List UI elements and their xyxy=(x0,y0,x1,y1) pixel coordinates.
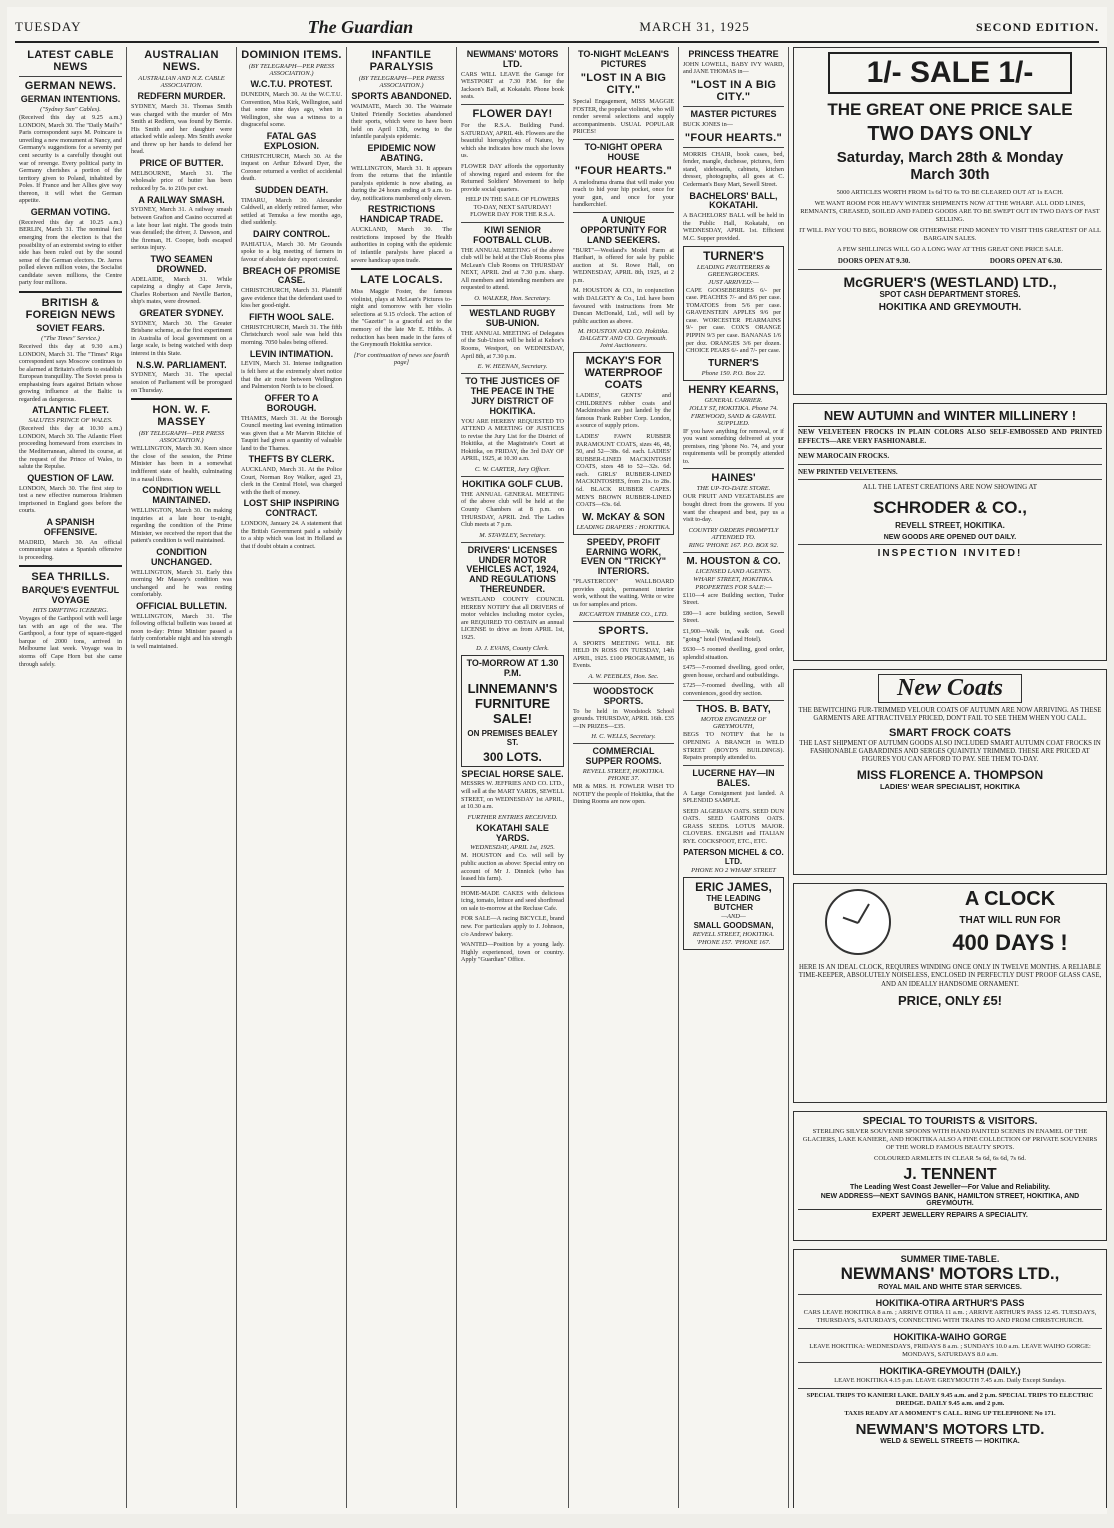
ad-body: "PLASTERCON" WALLBOARD provides quick, permanent interior work, without the waiting. Write or wire us for samples and prices. xyxy=(573,578,674,608)
ad-time: TO-MORROW AT 1.30 P.M. xyxy=(466,657,559,678)
article-body: THAMES, March 31. At the Borough Council meeting last evening intimation was given that a Mr Marvin Ritchie of Taupiri had given a quantity of valuable land to the Thames. xyxy=(241,414,342,452)
section-source: AUSTRALIAN AND N.Z. CABLE ASSOCIATION. xyxy=(138,75,225,90)
ad-phone: 'PHONE 157. 'PHONE 167. xyxy=(696,939,771,947)
ad-body: MR & MRS. H. FOWLER WISH TO NOTIFY the people of Hokitika, that the Dining Rooms are now open. xyxy=(573,783,674,806)
store-name: MISS FLORENCE A. THOMPSON xyxy=(856,768,1044,783)
ad-title: BACHELORS' BALL, KOKATAHI. xyxy=(689,190,778,211)
article-title: FATAL GAS EXPLOSION. xyxy=(263,130,319,151)
article-title: A RAILWAY SMASH. xyxy=(138,194,225,205)
article-source: ("The Times" Service.) xyxy=(41,334,100,342)
ad-body: A SPORTS MEETING WILL BE HELD IN ROSS ON TUESDAY, 14th APRIL, 1925. £100 PROGRAMME, 16 Events. xyxy=(573,639,674,670)
ad-subtitle: ROYAL MAIL AND WHITE STAR SERVICES. xyxy=(878,1284,1022,1291)
article-body: Received this day at 9.30 a.m.) LONDON, March 31. The "Times" Riga correspondent says Moscow continues to be alarmed at Britain's efforts to establish European tranquillity. The Soviet press is emphasising fears against Britain whose growing influence at the Baltic is regarded as dangerous. xyxy=(19,342,122,403)
section-subheading: GERMAN NEWS. xyxy=(24,80,117,93)
ad-title: SPECIAL HORSE SALE. xyxy=(461,768,564,779)
ad-title: KIWI SENIOR FOOTBALL CLUB. xyxy=(473,224,552,245)
ad-subtitle: MOTOR ENGINEER OF GREYMOUTH, xyxy=(700,716,767,731)
ad-signature: C. W. CARTER, Jury Officer. xyxy=(474,466,551,473)
clock-icon xyxy=(825,889,891,955)
ad-phone: RING 'PHONE 167. P.O. BOX 92. xyxy=(688,541,779,549)
taxi-note: TAXIS READY AT A MOMENT'S CALL. RING UP TELEPHONE No 171. xyxy=(844,1410,1056,1418)
article-body: LONDON, March 30. The first step to test a new effective numerous Irishmen imprisoned in England goes before the courts. xyxy=(19,484,122,515)
ad-location: ON PREMISES BEALEY ST. xyxy=(467,728,558,747)
ad-title: PRINCESS THEATRE xyxy=(688,49,779,59)
article-title: GERMAN INTENTIONS. xyxy=(20,94,121,105)
column-notices xyxy=(457,47,569,1508)
ad-subtitle: GENERAL CARRIER. xyxy=(704,396,763,404)
ad-signature: H. C. WELLS, Secretary. xyxy=(591,733,656,741)
article-title: W.C.T.U. PROTEST. xyxy=(250,79,333,90)
column-entertainment xyxy=(569,47,679,1508)
article-title: REDFERN MURDER. xyxy=(137,91,226,102)
ad-lots: 300 LOTS. xyxy=(483,749,542,764)
continuation-note: [For continuation of news see fourth page] xyxy=(353,351,450,366)
film-title: "LOST IN A BIG CITY." xyxy=(690,79,777,104)
ad-body: A melodrama drama that will make you reach to hid your hip pocket, once for your gun, and once for your handkerchief. xyxy=(573,178,674,209)
ad-title: LUCERNE HAY—IN BALES. xyxy=(692,767,775,788)
ad-body: ALL THE LATEST CREATIONS ARE NOW SHOWING AT xyxy=(862,483,1038,492)
property-listing: £1,900—Walk in, walk out. Good "going" hotel (Westland Hotel). xyxy=(683,627,784,643)
ad-title: TO-NIGHT McLEAN'S PICTURES xyxy=(578,49,669,69)
ad-body: For the R.S.A. Building Fund. SATURDAY, APRIL 4th. Flowers are the beautiful hieroglyphics of Nature, by which she indicates how much she loves us. xyxy=(461,122,564,160)
section-heading: HON. W. F. MASSEY xyxy=(152,404,211,429)
ad-price: PRICE, ONLY £5! xyxy=(897,992,1003,1008)
mckay-ad xyxy=(573,352,674,534)
ad-subtitle: THE LEADING BUTCHER xyxy=(706,894,761,913)
article-body: AUCKLAND, March 30. The restrictions imposed by the Health authorities in coping with the epidemic of infantile paralysis have placed a severe handicap upon trade. xyxy=(351,226,452,264)
ad-subtitle: LICENSED LAND AGENTS. xyxy=(695,567,772,575)
ad-title: LINNEMANN'S FURNITURE SALE! xyxy=(467,680,558,726)
article-title: CONDITION UNCHANGED. xyxy=(150,546,212,567)
ad-body: NEW MAROCAIN FROCKS. xyxy=(798,452,890,461)
ad-body: FLOWER DAY affords the opportunity of showing regard and esteem for the Returned Soldiers' Movement to help provide social quarters. xyxy=(461,162,564,193)
ad-signature: PATERSON MICHEL & CO. LTD. xyxy=(683,848,784,867)
section-heading: INFANTILE PARALYSIS xyxy=(369,49,434,74)
ad-subtitle: SMALL GOODSMAN, xyxy=(693,921,774,931)
ad-body: NEW VELVETEEN FROCKS IN PLAIN COLORS ALSO SELF-EMBOSSED AND PRINTED EFFECTS—ARE VERY FASHIONABLE. xyxy=(798,428,1102,445)
ad-body: STERLING SILVER SOUVENIR SPOONS WITH HAND PAINTED SCENES IN ENAMEL OF THE GLACIERS, LAKE KANIERE, AND HOKITIKA ALSO A FINE COLLECTION OF PRIVATE SOUVENIRS OF THE WORLD FAMOUS BEAUTY SPOTS. xyxy=(802,1128,1098,1152)
door-times xyxy=(798,257,1102,265)
article-body: Miss Maggie Foster, the famous violinist, plays at McLean's Pictures to-night and tomorrow with her violin selections at 9.15 o'clock. The action of the "Gazette" is a graceful act to the memory of the late Mr E. Hibbs. A reduction has been made in the fares of the Greymouth Hokitika service. xyxy=(351,288,452,349)
store-name: J. TENNENT xyxy=(903,1166,997,1184)
ad-title: HAINES' xyxy=(711,472,756,485)
classified-ad: MORRIS CHAIR, book cases, bed, fender, mangle, duchesse, pictures, fern stand, sideboards, cabinets, kitchen dresser, photographs, all goes at C. Cederman's Busy Mart, Sewell Street. xyxy=(683,150,784,188)
ad-body: THE ANNUAL MEETING of the above club will be held at the Club Rooms plus McLean's Club Rooms on THURSDAY NEXT, APRIL 2nd at 7.30 p.m. sharp. All members and intending members are requested to attend. xyxy=(461,246,564,292)
ad-body: NEW PRINTED VELVETEENS. xyxy=(798,467,898,476)
ad-note: INSPECTION INVITED! xyxy=(877,547,1023,559)
ad-signature: RICCARTON TIMBER CO., LTD. xyxy=(579,611,668,619)
section-heading: LATEST CABLE NEWS xyxy=(27,49,114,74)
property-listing: £110—4 acre Building section, Tudor Street. xyxy=(683,591,784,607)
doors-open-evening: DOORS OPEN AT 6.30. xyxy=(989,257,1063,266)
ad-subtitle: LEADING FRUITERERS & GREENGROCERS. xyxy=(696,263,771,278)
ad-title: DRIVERS' LICENSES UNDER MOTOR VEHICLES ACT, 1924, AND REGULATIONS THEREUNDER. xyxy=(466,544,559,595)
article-title: QUESTION OF LAW. xyxy=(27,472,114,483)
section-heading: SEA THRILLS. xyxy=(31,571,110,584)
ad-body: THE ANNUAL MEETING of Delegates of the Sub-Union will be held at Kehoe's Rooms, Westport, on WEDNESDAY, April 8th, at 7.30 p.m. xyxy=(461,329,564,360)
column-local-ads xyxy=(679,47,789,1508)
article-source: ("Sydney Sun" Cables). xyxy=(40,106,101,114)
section-heading: AUSTRALIAN NEWS. xyxy=(144,49,219,74)
ad-body: LADIES' FAWN RUBBER PARAMOUNT COATS, sizes 46, 48, 50, and 52—38s. 6d. each. LADIES' RUBBER-LINED MACKINTOSH COATS, sizes 48 to 52—32s. 6d. each. GIRLS' RUBBER-LINED MACKINTOSHES, from 21s. to 28s. 6d. BLACK RUBBER CAPES. MEN'S BROWN RUBBER-LINED COATS—63s. 6d. xyxy=(576,433,671,509)
sale-text: A FEW SHILLINGS WILL GO A LONG WAY AT THIS GREAT ONE PRICE SALE. xyxy=(836,245,1064,253)
article-title: RESTRICTIONS HANDICAP TRADE. xyxy=(359,204,444,225)
ad-body: LADIES', GENTS' and CHILDREN'S rubber coats and Mackintoshes are just landed by the famous Frank Rubber Corp. London, a source of supply prices. xyxy=(576,392,671,430)
article-body: LONDON, January 24. A statement that the British Government paid a subsidy to a ship which was lost in Holland as that if doubt obtain a contract. xyxy=(241,520,342,550)
article-body: WELLINGTON, March 31. Early this morning Mr Massey's condition was unchanged and he was resting comfortably. xyxy=(131,568,232,599)
ad-note: NEW GOODS ARE OPENED OUT DAILY. xyxy=(883,533,1017,541)
article-title: THEFTS BY CLERK. xyxy=(248,454,335,465)
ad-note: COUNTRY ORDERS PROMPTLY ATTENDED TO. xyxy=(688,526,779,541)
ad-and: —AND— xyxy=(721,913,746,921)
ad-signature: E. W. HEENAN, Secretary. xyxy=(477,363,548,371)
sale-text: IT WILL PAY YOU TO BEG, BORROW OR OTHERWISE FIND MONEY TO VISIT THIS GREATEST OF ALL BARGAIN SALES. xyxy=(799,226,1101,242)
ad-body: JOHN LOWELL, BABY IVY WARD, and JANE THOMAS in— xyxy=(683,60,784,76)
ad-title: SPEEDY, PROFIT EARNING WORK, EVEN ON "TRICKY" INTERIORS. xyxy=(580,536,667,577)
ad-title: WESTLAND RUGBY SUB-UNION. xyxy=(469,308,556,328)
ad-signature: W. McKAY & SON xyxy=(582,511,665,523)
ad-subtitle: REVELL STREET, HOKITIKA. PHONE 37. xyxy=(582,768,665,783)
film-title: "FOUR HEARTS." xyxy=(574,164,673,177)
masthead xyxy=(15,13,1099,43)
ad-subtitle: LEADING DRAPERS : HOKITIKA. xyxy=(576,523,671,531)
store-name: SCHRODER & CO., xyxy=(873,497,1027,517)
new-coats-ad xyxy=(793,669,1107,875)
article-title: OFFER TO A BOROUGH. xyxy=(264,392,319,413)
store-address: REVELL STREET, HOKITIKA. xyxy=(895,520,1005,530)
newmans-timetable-ad xyxy=(793,1249,1107,1508)
ad-signature: M. HOUSTON AND CO. Hokitika. DALGETY AND CO. Greymouth. Joint Auctioneers. xyxy=(578,328,669,350)
ad-title: MASTER PICTURES xyxy=(690,109,777,120)
turner-ad xyxy=(683,246,784,381)
masthead-day: TUESDAY xyxy=(15,19,82,34)
article-body: WELLINGTON, March 30. Keen since the close of the session, the Prime Minister has been in a somewhat indifferent state of health, culminating in a nasal illness. xyxy=(131,445,232,483)
sale-text: 5000 ARTICLES WORTH FROM 1s 6d TO 6s TO BE CLEARED OUT AT 1s EACH. xyxy=(836,189,1064,196)
article-title: OFFICIAL BULLETIN. xyxy=(136,600,227,611)
article-body: ADELAIDE, March 31. While capsizing a dinghy at Cape Jervis, Charles Robertson and Neville Barton, ship's mates, were drowned. xyxy=(131,275,232,306)
property-listing: £725—7-roomed dwelling, with all conveniences, good dry section. xyxy=(683,682,784,697)
article-title: CONDITION WELL MAINTAINED. xyxy=(142,485,221,506)
article-body: AUCKLAND, March 31. At the Police Court, Norman Roy Walker, aged 23, clerk in the Central Hotel, was charged with the theft of money. xyxy=(241,466,342,496)
route-times: LEAVE HOKITIKA 4.15 p.m. LEAVE GREYMOUTH 7.45 a.m. Daily Except Sundays. xyxy=(834,1376,1066,1384)
ad-body: CAPE GOOSEBERRIES 6/- per case. PEACHES 7/- and 8/6 per case. TOMATOES from 5/6 per case. GRAVENSTEIN APPLES 9/6 per case. WORCESTER PEARMAINS 9/- per case. COX'S ORANGE PIPPIN 9/3 per case. BANANAS 1/6 per doz. ORANGES 3/6 per dozen. CHOICE PEARS 6/- and 7/- per case. xyxy=(686,286,781,355)
article-title: FIFTH WOOL SALE. xyxy=(249,312,334,323)
article-title: GREATER SYDNEY. xyxy=(139,307,224,318)
ad-body: THE LAST SHIPMENT OF AUTUMN GOODS ALSO INCLUDED SMART AUTUMN COAT FROCKS IN FASHIONABLE GABARDINES AND SERGES QUAINTLY TRIMMED. THESE ARE PRICED AT FIGURES YOU CAN AFFORD TO PAY. SEE THEM TO-DAY. xyxy=(799,739,1101,764)
store-subtitle: SPOT CASH DEPARTMENT STORES. xyxy=(879,290,1021,300)
ad-date: WEDNESDAY, APRIL 1st, 1925. xyxy=(470,844,555,852)
article-body: (Received this day at 9.25 a.m.) LONDON, March 30. The "Daily Mail's" Paris correspondent says M. Poincare is unveiling a new monument at Nancy, and Germany's suggestions for a seventy per cent security is a carefully thought out war of revenge. Every political party in Germany cherishes a portion of the territory given to Poland, inhabited by Poles. If France and her Allies give way thereon, it will whet the German appetite. xyxy=(19,114,122,205)
ad-body: THE BEWITCHING FUR-TRIMMED VELOUR COATS OF AUTUMN ARE NOW ARRIVING. AS THESE GARMENTS ARE ATTRACTIVELY PRICED, DON'T FAIL TO SEE THEM WHEN YOU CALL. xyxy=(798,707,1102,723)
article-title: ATLANTIC FLEET. xyxy=(32,405,109,416)
special-trips: SPECIAL TRIPS TO KANIERI LAKE. DAILY 9.45 a.m. and 2 p.m. SPECIAL TRIPS TO ELECTRIC DREDGE. DAILY 9.45 a.m. and 2 p.m. xyxy=(806,1391,1094,1407)
article-title: SOVIET FEARS. xyxy=(36,323,105,334)
ad-signature: D. J. EVANS, County Clerk. xyxy=(476,644,549,652)
ad-body: SEED ALGERIAN OATS. SEED DUN OATS. SEED GARTONS OATS. GRASS SEEDS. LOTUS MAJOR. CLOVERS. ENGLISH and ITALIAN RYE. COCKSFOOT, ETC., ETC. xyxy=(683,807,784,845)
ad-label: SUMMER TIME-TABLE. xyxy=(900,1254,1000,1264)
ad-days: 400 DAYS ! xyxy=(952,930,1068,955)
newspaper-page xyxy=(7,7,1107,1514)
ad-body: M. HOUSTON and Co. will sell by public auction as above: Special entry on account of Mr J. Dinnick (who has leased his farm). xyxy=(461,852,564,883)
clock-ad xyxy=(793,883,1107,1103)
ad-address: REVELL STREET, HOKITIKA. xyxy=(692,931,775,939)
ad-title: NEWMANS' MOTORS LTD. xyxy=(466,49,559,69)
column-australian-news xyxy=(127,47,237,1508)
article-title: BREACH OF PROMISE CASE. xyxy=(242,265,341,286)
article-title: SPORTS ABANDONED. xyxy=(351,91,452,102)
classified-ad: WANTED—Position by a young lady. Highly experienced, town or country. Apply "Guardian" Office. xyxy=(461,941,564,964)
ad-title: SPORTS. xyxy=(598,625,649,638)
ad-title: ERIC JAMES, xyxy=(695,880,772,895)
ad-body: MESSRS W. JEFFRIES AND CO. LTD., will sell at the MART YARDS, SEWELL STREET, on WEDNESDAY 1st APRIL, at 10.30 a.m. xyxy=(461,780,564,811)
ad-title: FLOWER DAY! xyxy=(472,108,553,121)
ad-title: HENRY KEARNS, xyxy=(688,383,779,396)
ad-body: HELP IN THE SALE OF FLOWERS TO-DAY, NEXT SATURDAY! FLOWER DAY FOR THE R.S.A. xyxy=(465,196,560,219)
store-address: NEW ADDRESS—NEXT SAVINGS BANK, HAMILTON STREET, HOKITIKA, AND GREYMOUTH. xyxy=(820,1193,1080,1208)
masthead-logo: The Guardian xyxy=(307,16,414,37)
article-body: (Received this day at 10.25 a.m.) BERLIN, March 31. The nominal fact emerging from the election is that the possibility of an extremist swing to either side has been ruled out by the sound sense of the German electors. Dr. Jarres polled eleven million votes, the Socialist candidate seven millions, the Centre party four millions. xyxy=(19,218,122,287)
ad-address: WHARF STREET, HOKITIKA. xyxy=(693,575,774,583)
store-name: McGRUER'S (WESTLAND) LTD., xyxy=(843,274,1057,291)
article-body: PAHIATUA, March 30. Mr Grounds spoke to a big meeting of farmers in favour of absolute dairy export control. xyxy=(241,240,342,263)
masthead-edition: SECOND EDITION. xyxy=(975,19,1099,34)
article-body: DUNEDIN, March 30. At the W.C.T.U. Convention, Miss Kirk, Wellington, said that some nine days ago, when in Wellington, she was a witness to a disgraceful scene. xyxy=(241,90,342,129)
article-body: SYDNEY, March 30. The Greater Brisbane scheme, as the first experiment in Australia of local government on a large scale, is being watched with deep interest in this State. xyxy=(131,319,232,358)
article-title: LOST SHIP INSPIRING CONTRACT. xyxy=(243,498,340,519)
article-subtitle: SALUTES PRINCE OF WALES. xyxy=(28,417,113,425)
article-body: CHRISTCHURCH, March 30. At the inquest on Arthur Edward Dyer, the Coroner returned a verdict of accidental death. xyxy=(241,152,342,183)
ad-body: IF you have anything for removal, or if you want something delivered at your premises, ring 'phone No. 74, and your requirements will be promptly attended to. xyxy=(683,427,784,465)
ad-title: NEWMANS' MOTORS LTD., xyxy=(840,1264,1060,1283)
ad-phone: Phone 150. P.O. Box 22. xyxy=(701,369,766,377)
store-address: HOKITIKA AND GREYMOUTH. xyxy=(878,302,1022,314)
sale-days: TWO DAYS ONLY xyxy=(867,123,1033,145)
ad-title: THOS. B. BATY, xyxy=(696,704,771,716)
article-body: CHRISTCHURCH, March 31. Plaintiff gave evidence that the defendant used to kiss her good-night. xyxy=(241,287,342,310)
classified-ad: HOME-MADE CAKES with delicious icing, tomato, lettuce and seed shortbread on sale to-morrow at the Recluse Cafe. xyxy=(461,889,564,912)
article-title: GERMAN VOTING. xyxy=(30,206,111,217)
ad-subtitle: FIREWOOD, SAND & GRAVEL SUPPLIED. xyxy=(690,412,777,427)
ad-title: MCKAY'S FOR WATERPROOF COATS xyxy=(584,355,663,392)
ad-title: HOKITIKA GOLF CLUB. xyxy=(462,479,563,489)
ad-address: WELD & SEWELL STREETS — HOKITIKA. xyxy=(880,1438,1020,1446)
route-title: HOKITIKA-WAIHO GORGE xyxy=(893,1331,1007,1342)
ad-body: A BACHELORS' BALL will be held in the Public Hall, Kokatahi, on WEDNESDAY, APRIL 1st. Efficient M.C. Supper provided. xyxy=(683,212,784,243)
route-times: LEAVE HOKITIKA: WEDNESDAYS, FRIDAYS 8 a.m. ; SUNDAYS 10.0 a.m. LEAVE WAIHO GORGE: MONDAYS, SATURDAYS 8.0 a.m. xyxy=(809,1342,1091,1358)
ad-signature: NEWMAN'S MOTORS LTD. xyxy=(855,1421,1045,1439)
article-body: Voyages of the Garthpool with well large tax with an age of the sea. The Garthpool, a four type of square-rigged barque of 2000 tons, arrived in Melbourne last week. Voyage was in storms off Cape Horn but she came through safely. xyxy=(19,615,122,668)
autumn-millinery-ad xyxy=(793,403,1107,661)
ad-body: HERE IS AN IDEAL CLOCK, REQUIRES WINDING ONCE ONLY IN TWELVE MONTHS. A RELIABLE TIME-KEEPER, ABSOLUTELY NOISELESS, ENCLOSED IN PERFECTLY DUST PROOF GLASS CASE, AND AN IDEALLY HANDSOME ORNAMENT. xyxy=(798,964,1102,988)
article-body: SYDNEY, March 31. The special session of Parliament will be prorogued on Thursday. xyxy=(131,371,232,394)
article-title: LEVIN INTIMATION. xyxy=(249,348,334,359)
ad-body: COLOURED ARMLETS IN CLEAR 5s 6d, 6s 6d, 7s 6d. xyxy=(873,1155,1027,1163)
ad-body: M. HOUSTON & CO., in conjunction with DALGETY & Co., Ltd. have been favoured with instructions from Mr Duncan McDonald, Ltd., will sell by public auction as above. xyxy=(573,287,674,325)
section-heading: LATE LOCALS. xyxy=(360,274,443,287)
tennent-ad xyxy=(793,1111,1107,1241)
ad-label: PROPERTIES FOR SALE:— xyxy=(695,583,772,591)
article-subtitle: HITS DRIFTING ICEBERG. xyxy=(32,607,109,615)
column-cable-news xyxy=(15,47,127,1508)
ad-signature: TURNER'S xyxy=(708,357,759,369)
section-source: (BY TELEGRAPH—PER PRESS ASSOCIATION.) xyxy=(138,430,225,445)
ad-body: A Large Consignment just landed. A SPLENDID SAMPLE. xyxy=(683,789,784,805)
article-title: N.S.W. PARLIAMENT. xyxy=(136,359,227,370)
property-listing: £475—7-roomed dwelling, good order, green house, orchard and outbuildings. xyxy=(683,664,784,679)
one-price-sale-ad xyxy=(793,47,1107,395)
route-times: CARS LEAVE HOKITIKA 8 a.m. ; ARRIVE OTIRA 11 a.m. ; ARRIVE ARTHUR'S PASS 12.45. TUESDAYS, THURSDAYS, SATURDAYS, CONNECTING WITH TRAINS TO AND FROM CHRISTCHURCH. xyxy=(803,1309,1097,1324)
masthead-date: MARCH 31, 1925 xyxy=(639,19,750,34)
article-title: A SPANISH OFFENSIVE. xyxy=(43,516,98,537)
ad-title: M. HOUSTON & CO. xyxy=(686,555,781,567)
column-dominion-items xyxy=(237,47,347,1508)
article-title: BARQUE'S EVENTFUL VOYAGE xyxy=(21,585,120,606)
sale-title: 1/- SALE 1/- xyxy=(828,52,1072,94)
ad-body: BEGS TO NOTIFY that he is OPENING A BRANCH in WELD STREET (BOYD'S BUILDINGS). Repairs promptly attended to. xyxy=(683,731,784,762)
article-title: PRICE OF BUTTER. xyxy=(139,158,224,169)
article-body: WELLINGTON, March 31. The following official bulletin was issued at noon to-day: Prime Minister passed a fairly comfortable night and his strength is well maintained. xyxy=(131,612,232,650)
eric-james-ad xyxy=(683,877,784,950)
article-body: SYDNEY, March 31. Thomas Smith was charged with the murder of Mrs Smith at Redfern, was found by Bernie. His Smith and her daughter were attacked while asleep. Mrs Smith awoke and threw up her hands to defend her head. xyxy=(131,103,232,156)
route-title: HOKITIKA-OTIRA ARTHUR'S PASS xyxy=(875,1298,1025,1308)
ad-body: YOU ARE HEREBY REQUESTED TO ATTEND A MEETING OF JUSTICES to revise the Jury List for the District of Hokitika, at the Magistrate's Court at Hokitika, on FRIDAY, the 3rd DAY OF APRIL, 1925, at 10.30 a.m. xyxy=(461,417,564,463)
column-infantile-paralysis xyxy=(347,47,457,1508)
ad-body: CARS WILL LEAVE the Garage for WESTPORT at 7.30 P.M. for the Jackson's Ball, at Kokatahi. Phone book seats. xyxy=(461,70,564,101)
doors-open-morning: DOORS OPEN AT 9.30. xyxy=(837,257,911,266)
ad-body: OUR FRUIT AND VEGETABLES are bought direct from the growers. If you want the cheapest and best, pay us a visit to-day. xyxy=(683,493,784,524)
ad-phone: PHONE NO 2 WHARF STREET xyxy=(691,867,776,875)
article-title: DAIRY CONTROL. xyxy=(252,228,330,239)
article-body: CHRISTCHURCH, March 31. The fifth Christchurch wool sale was held this morning. 7050 bales being offered. xyxy=(241,323,342,347)
ad-subtitle: SMART FROCK COATS xyxy=(888,726,1011,739)
ad-title: A UNIQUE OPPORTUNITY FOR LAND SEEKERS. xyxy=(580,214,667,245)
article-title: SUDDEN DEATH. xyxy=(254,184,329,195)
ad-signature: M. STAVELEY, Secretary. xyxy=(479,531,546,539)
film-title: "LOST IN A BIG CITY." xyxy=(580,71,667,96)
ad-title: WOODSTOCK SPORTS. xyxy=(593,685,654,706)
ad-body: THE ANNUAL GENERAL MEETING of the above club will be held at the County Chambers at 8 p.m. on THURSDAY, APRIL 2nd. The Ladies Club meets at 7 p.m. xyxy=(461,490,564,529)
article-body: LEVIN, March 31. Intense indignation is felt here at the extremely short notice that the air route between Wellington and Palmerston North is to be closed. xyxy=(241,360,342,391)
property-listing: £630—5 roomed dwelling, good order, splendid situation. xyxy=(683,646,784,661)
ad-body: To be held in Woodstock School grounds. THURSDAY, APRIL 16th. £35—IN PRIZES—£35. xyxy=(573,707,674,730)
article-body: WELLINGTON, March 30. On making inquiries at a late hour to-night, regarding the condition of the Prime Minister, we received the report that the patient's condition is well maintained. xyxy=(131,506,232,545)
ad-title: TO THE JUSTICES OF THE PEACE IN THE JURY DISTRICT OF HOKITIKA. xyxy=(465,376,560,416)
article-body: WAIMATE, March 30. The Waimate United Friendly Societies abandoned their sports, which were to have been held on April 13th, owing to the infantile paralysis epidemic. xyxy=(351,103,452,141)
sale-subtitle: THE GREAT ONE PRICE SALE xyxy=(827,100,1073,119)
film-title: "FOUR HEARTS." xyxy=(684,131,783,144)
article-body: TIMARU, March 30. Alexander Caldwell, an elderly retired farmer, who settled at Temuka a few months ago, died suddenly. xyxy=(241,196,342,227)
article-body: WELLINGTON, March 31. It appears from the returns that the infantile paralysis epidemic is now abating, as during the 24 hours ending at 9 a.m. to-day, notifications numbered only eleven. xyxy=(351,164,452,202)
ad-body: Special Engagement, MISS MAGGIE FOSTER, the popular violinist, who will render several selections and supply accompaniments. USUAL POPULAR PRICES! xyxy=(573,97,674,136)
section-source: (BY TELEGRAPH—PER PRESS ASSOCIATION.) xyxy=(358,75,445,90)
ad-subtitle: THE UP-TO-DATE STORE. xyxy=(696,485,771,493)
ad-title: A CLOCK xyxy=(964,888,1056,910)
route-title: HOKITIKA-GREYMOUTH (DAILY.) xyxy=(879,1365,1021,1376)
article-title: EPIDEMIC NOW ABATING. xyxy=(367,142,436,163)
store-subtitle: LADIES' WEAR SPECIALIST, HOKITIKA xyxy=(879,782,1021,792)
ad-subtitle: THAT WILL RUN FOR xyxy=(959,915,1061,926)
ad-note: EXPERT JEWELLERY REPAIRS A SPECIALITY. xyxy=(798,1209,1102,1219)
column-display-ads xyxy=(789,47,1107,1508)
linnemann-ad xyxy=(461,655,564,767)
ad-body: WESTLAND COUNTY COUNCIL HEREBY NOTIFY that all DRIVERS of motor vehicles including motor cycles, are REQUIRED TO OBTAIN an annual LICENSE to drive as from APRIL 1st, 1925. xyxy=(461,596,564,641)
ad-title: SPECIAL TO TOURISTS & VISITORS. xyxy=(862,1116,1038,1127)
section-heading: BRITISH & FOREIGN NEWS xyxy=(25,296,116,321)
ad-address: JOLLY ST, HOKITIKA. Phone 74. xyxy=(688,404,779,412)
property-listing: £80—1 acre building section, Sewell Street. xyxy=(683,609,784,625)
ad-title: New Coats xyxy=(878,674,1022,703)
ad-title: TURNER'S xyxy=(703,248,764,263)
ad-title: TO-NIGHT OPERA HOUSE xyxy=(584,141,663,162)
article-body: MELBOURNE, March 31. The wholesale price of butter has been reduced by 5s. to 210s per cwt. xyxy=(131,169,232,193)
section-source: (BY TELEGRAPH—PER PRESS ASSOCIATION.) xyxy=(248,63,335,78)
classified-ad: FOR SALE—A racing BICYCLE, brand new. For particulars apply to J. Johnson, c/o Andrews' bakery. xyxy=(461,915,564,938)
ad-title: KOKATAHI SALE YARDS. xyxy=(476,822,549,843)
ad-body: "BURT"—Westland's Model Farm at Harihari, is offered for sale by public auction at St. Rowe Hall, on WEDNESDAY, APRIL 8th, 1925, at 2 p.m. xyxy=(573,246,674,284)
article-title: TWO SEAMEN DROWNED. xyxy=(150,253,213,274)
article-body: MADRID, March 30. An official communique states a Spanish offensive is proceeding. xyxy=(19,538,122,561)
ad-signature: O. WALKER, Hon. Secretary. xyxy=(474,295,551,303)
section-heading: DOMINION ITEMS. xyxy=(241,49,342,61)
ad-signature: A. W. PEEBLES, Hon. Sec. xyxy=(588,672,659,680)
ad-title: COMMERCIAL SUPPER ROOMS. xyxy=(585,746,662,767)
ad-body: BUCK JONES in— xyxy=(683,121,733,129)
ad-note: FURTHER ENTRIES RECEIVED. xyxy=(467,813,558,821)
article-body: SYDNEY, March 31. A railway smash between Grafton and Casino occurred at a late hour last night. The goods train was derailed; the driver, J. Dawson, and the fireman, H. Cooper, both escaped serious injury. xyxy=(131,206,232,252)
sale-dates: Saturday, March 28th & Monday March 30th xyxy=(836,149,1064,183)
ad-label: JUST ARRIVED:— xyxy=(708,278,759,286)
ad-title: NEW AUTUMN and WINTER MILLINERY ! xyxy=(798,408,1102,427)
article-body: (Received this day at 10.30 a.m.) LONDON, March 30. The Atlantic Fleet proceeding homeward from exercises in the Mediterranean, altered its course, at the request of the Prince of Wales, to salute the Repulse. xyxy=(19,425,122,471)
store-subtitle: The Leading West Coast Jeweller—For Value and Reliability. xyxy=(849,1184,1051,1192)
sale-text: WE WANT ROOM FOR HEAVY WINTER SHIPMENTS NOW AT THE WHARF. ALL ODD LINES, REMNANTS, CREASED, SOILED AND FADED GOODS ARE TO BE SWEPT OUT IN TWO DAYS OF FAST SELLING. xyxy=(800,199,1100,223)
